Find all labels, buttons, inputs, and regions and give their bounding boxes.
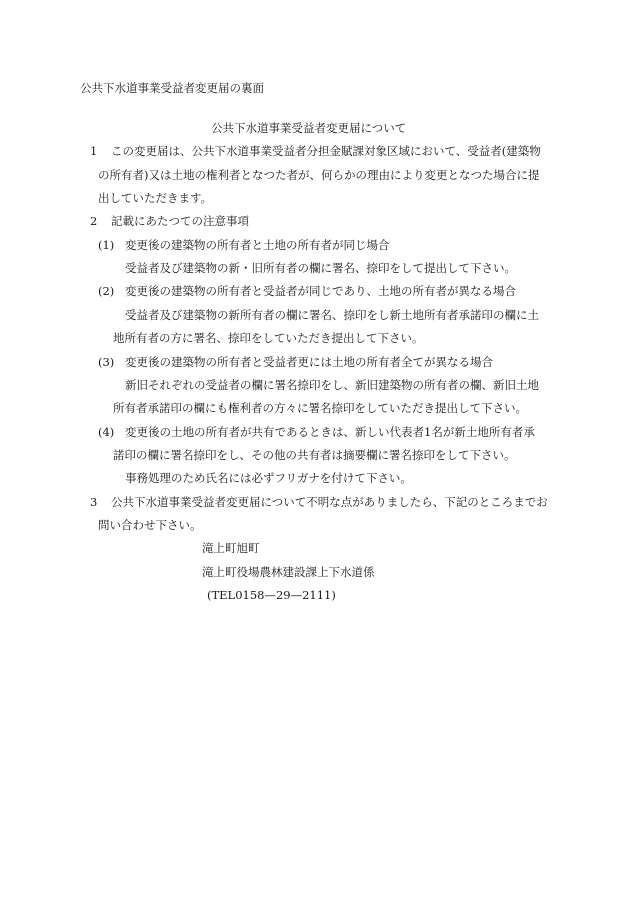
page-header: 公共下水道事業受益者変更届の裏面 bbox=[80, 81, 264, 95]
item-text: 地所有者の方に署名、捺印をしていただき提出して下さい。 bbox=[113, 331, 424, 345]
section-3-line: 問い合わせ下さい。 bbox=[98, 518, 202, 532]
section-1-line: の所有者)又は土地の権利者となつた者が、何らかの理由により変更となつた場合に提 bbox=[98, 168, 540, 182]
item-text: 事務処理のため氏名には必ずフリガナを付けて下さい。 bbox=[125, 471, 412, 485]
item-number: (3) bbox=[98, 355, 115, 369]
contact-town: 滝上町旭町 bbox=[202, 541, 260, 555]
item-text: 受益者及び建築物の新所有者の欄に署名、捺印をし新土地所有者承諾印の欄に土 bbox=[125, 308, 539, 322]
item-heading: 変更後の建築物の所有者と受益者が同じであり、土地の所有者が異なる場合 bbox=[125, 284, 516, 298]
item-heading: 変更後の建築物の所有者と土地の所有者が同じ場合 bbox=[125, 238, 390, 252]
section-3-line: 公共下水道事業受益者変更届について不明な点がありましたら、下記のところまでお bbox=[111, 495, 548, 509]
document-title: 公共下水道事業受益者変更届について bbox=[211, 121, 407, 135]
item-number: (1) bbox=[98, 238, 115, 252]
item-text: 受益者及び建築物の新・旧所有者の欄に署名、捺印をして提出して下さい。 bbox=[125, 261, 516, 275]
section-number: 3 bbox=[90, 495, 98, 509]
section-1-line: 出していただきます。 bbox=[98, 191, 213, 205]
item-number: (2) bbox=[98, 284, 115, 298]
section-number: 1 bbox=[90, 144, 98, 158]
section-2-heading: 記載にあたつての注意事項 bbox=[111, 214, 249, 228]
contact-phone: (TEL0158—29—2111) bbox=[207, 588, 336, 602]
section-number: 2 bbox=[90, 214, 98, 228]
item-text: 新旧それぞれの受益者の欄に署名捺印をし、新旧建築物の所有者の欄、新旧土地 bbox=[125, 378, 539, 392]
item-text: 変更後の土地の所有者が共有であるときは、新しい代表者1名が新土地所有者承 bbox=[125, 425, 535, 439]
section-1-line: この変更届は、公共下水道事業受益者分担金賦課対象区域において、受益者(建築物 bbox=[111, 144, 541, 158]
item-heading: 変更後の建築物の所有者と受益者更には土地の所有者全てが異なる場合 bbox=[125, 355, 493, 369]
item-number: (4) bbox=[98, 425, 115, 439]
contact-office: 滝上町役場農林建設課上下水道係 bbox=[202, 565, 375, 579]
item-text: 所有者承諾印の欄にも権利者の方々に署名捺印をしていただき提出して下さい。 bbox=[113, 401, 527, 415]
item-text: 諾印の欄に署名捺印をし、その他の共有者は摘要欄に署名捺印をして下さい。 bbox=[113, 448, 516, 462]
